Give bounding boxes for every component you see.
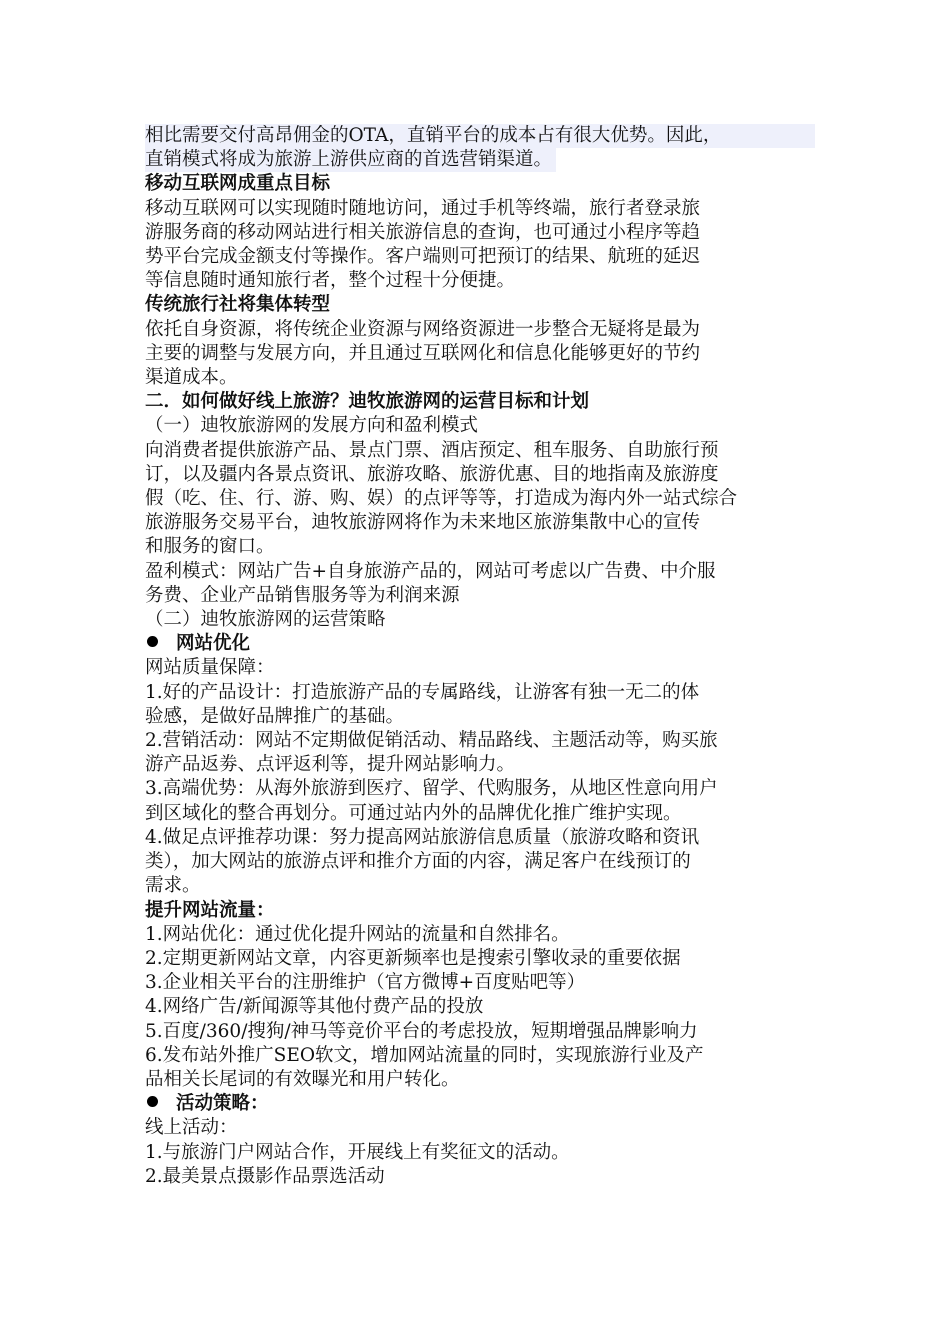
text-line: 到区域化的整合再划分。可通过站内外的品牌优化推广维护实现。: [145, 802, 682, 824]
bullet-heading: [145, 632, 815, 656]
subsection-heading: （二）迪牧旅游网的运营策略: [145, 609, 386, 631]
bullet-dot-icon: [147, 1096, 158, 1107]
text-line: 游产品返劵、点评返利等，提升网站影响力。: [145, 754, 516, 776]
text-line: 2.最美景点摄影作品票选活动: [145, 1165, 385, 1187]
document-body: [145, 124, 815, 1189]
text-line: 需求。: [145, 875, 201, 897]
text-line: 向消费者提供旅游产品、景点门票、酒店预定、租车服务、自助旅行预: [145, 439, 719, 461]
text-line: 1.好的产品设计：打造旅游产品的专属路线，让游客有独一无二的体: [145, 681, 700, 703]
text-line: 势平台完成金额支付等操作。客户端则可把预订的结果、航班的延迟: [145, 246, 701, 268]
text-line: 2.定期更新网站文章，内容更新频率也是搜索引擎收录的重要依据: [145, 947, 681, 969]
text-line: 直销模式将成为旅游上游供应商的首选营销渠道。: [145, 148, 556, 172]
section-heading: 提升网站流量：: [145, 899, 275, 921]
text-line: 主要的调整与发展方向，并且通过互联网化和信息化能够更好的节约: [145, 342, 701, 364]
bullet-dot-icon: [147, 636, 158, 647]
text-line: 假（吃、住、行、游、购、娱）的点评等等，打造成为海内外一站式综合: [145, 488, 738, 510]
text-line: 3.企业相关平台的注册维护（官方微博+百度贴吧等）: [145, 972, 586, 994]
text-line: 依托自身资源，将传统企业资源与网络资源进一步整合无疑将是最为: [145, 318, 701, 340]
text-line: 类），加大网站的旅游点评和推介方面的内容，满足客户在线预订的: [145, 851, 691, 873]
text-line: 旅游服务交易平台，迪牧旅游网将作为未来地区旅游集散中心的宣传: [145, 512, 701, 534]
text-line: 务费、企业产品销售服务等为利润来源: [145, 584, 460, 606]
bullet-heading-text: 网站优化: [176, 633, 251, 655]
text-line: 1.网站优化：通过优化提升网站的流量和自然排名。: [145, 923, 570, 945]
text-line: 等信息随时通知旅行者，整个过程十分便捷。: [145, 270, 516, 292]
text-line: 2.营销活动：网站不定期做促销活动、精品路线、主题活动等，购买旅: [145, 730, 718, 752]
text-line: 4.网络广告/新闻源等其他付费产品的投放: [145, 996, 484, 1018]
section-heading: 移动互联网成重点目标: [145, 173, 331, 195]
subsection-heading: （一）迪牧旅游网的发展方向和盈利模式: [145, 415, 479, 437]
text-line: 6.发布站外推广SEO软文，增加网站流量的同时，实现旅游行业及产: [145, 1044, 704, 1066]
text-line: 游服务商的移动网站进行相关旅游信息的查询，也可通过小程序等趋: [145, 221, 701, 243]
text-line: 和服务的窗口。: [145, 536, 275, 558]
text-line: 渠道成本。: [145, 367, 238, 389]
bullet-heading-text: 活动策略：: [176, 1093, 269, 1115]
text-line: 品相关长尾词的有效曝光和用户转化。: [145, 1068, 460, 1090]
text-line: 订，以及疆内各景点资讯、旅游攻略、旅游优惠、目的地指南及旅游度: [145, 463, 719, 485]
text-line: 1.与旅游门户网站合作，开展线上有奖征文的活动。: [145, 1141, 570, 1163]
text-line: 4.做足点评推荐功课：努力提高网站旅游信息质量（旅游攻略和资讯: [145, 826, 700, 848]
text-line: 验感，是做好品牌推广的基础。: [145, 705, 405, 727]
text-line: 3.高端优势：从海外旅游到医疗、留学、代购服务，从地区性意向用户: [145, 778, 718, 800]
text-line: 5.百度/360/搜狗/神马等竞价平台的考虑投放，短期增强品牌影响力: [145, 1020, 698, 1042]
text-line: 盈利模式：网站广告+自身旅游产品的，网站可考虑以广告费、中介服: [145, 560, 716, 582]
section-heading: 传统旅行社将集体转型: [145, 294, 331, 316]
bullet-heading: [145, 1092, 815, 1116]
text-line: 线上活动：: [145, 1117, 238, 1139]
text-line: 相比需要交付高昂佣金的OTA，直销平台的成本占有很大优势。因此，: [145, 124, 815, 148]
chapter-heading: 二．如何做好线上旅游？迪牧旅游网的运营目标和计划: [145, 391, 590, 413]
text-line: 网站质量保障：: [145, 657, 275, 679]
text-line: 移动互联网可以实现随时随地访问，通过手机等终端，旅行者登录旅: [145, 197, 701, 219]
